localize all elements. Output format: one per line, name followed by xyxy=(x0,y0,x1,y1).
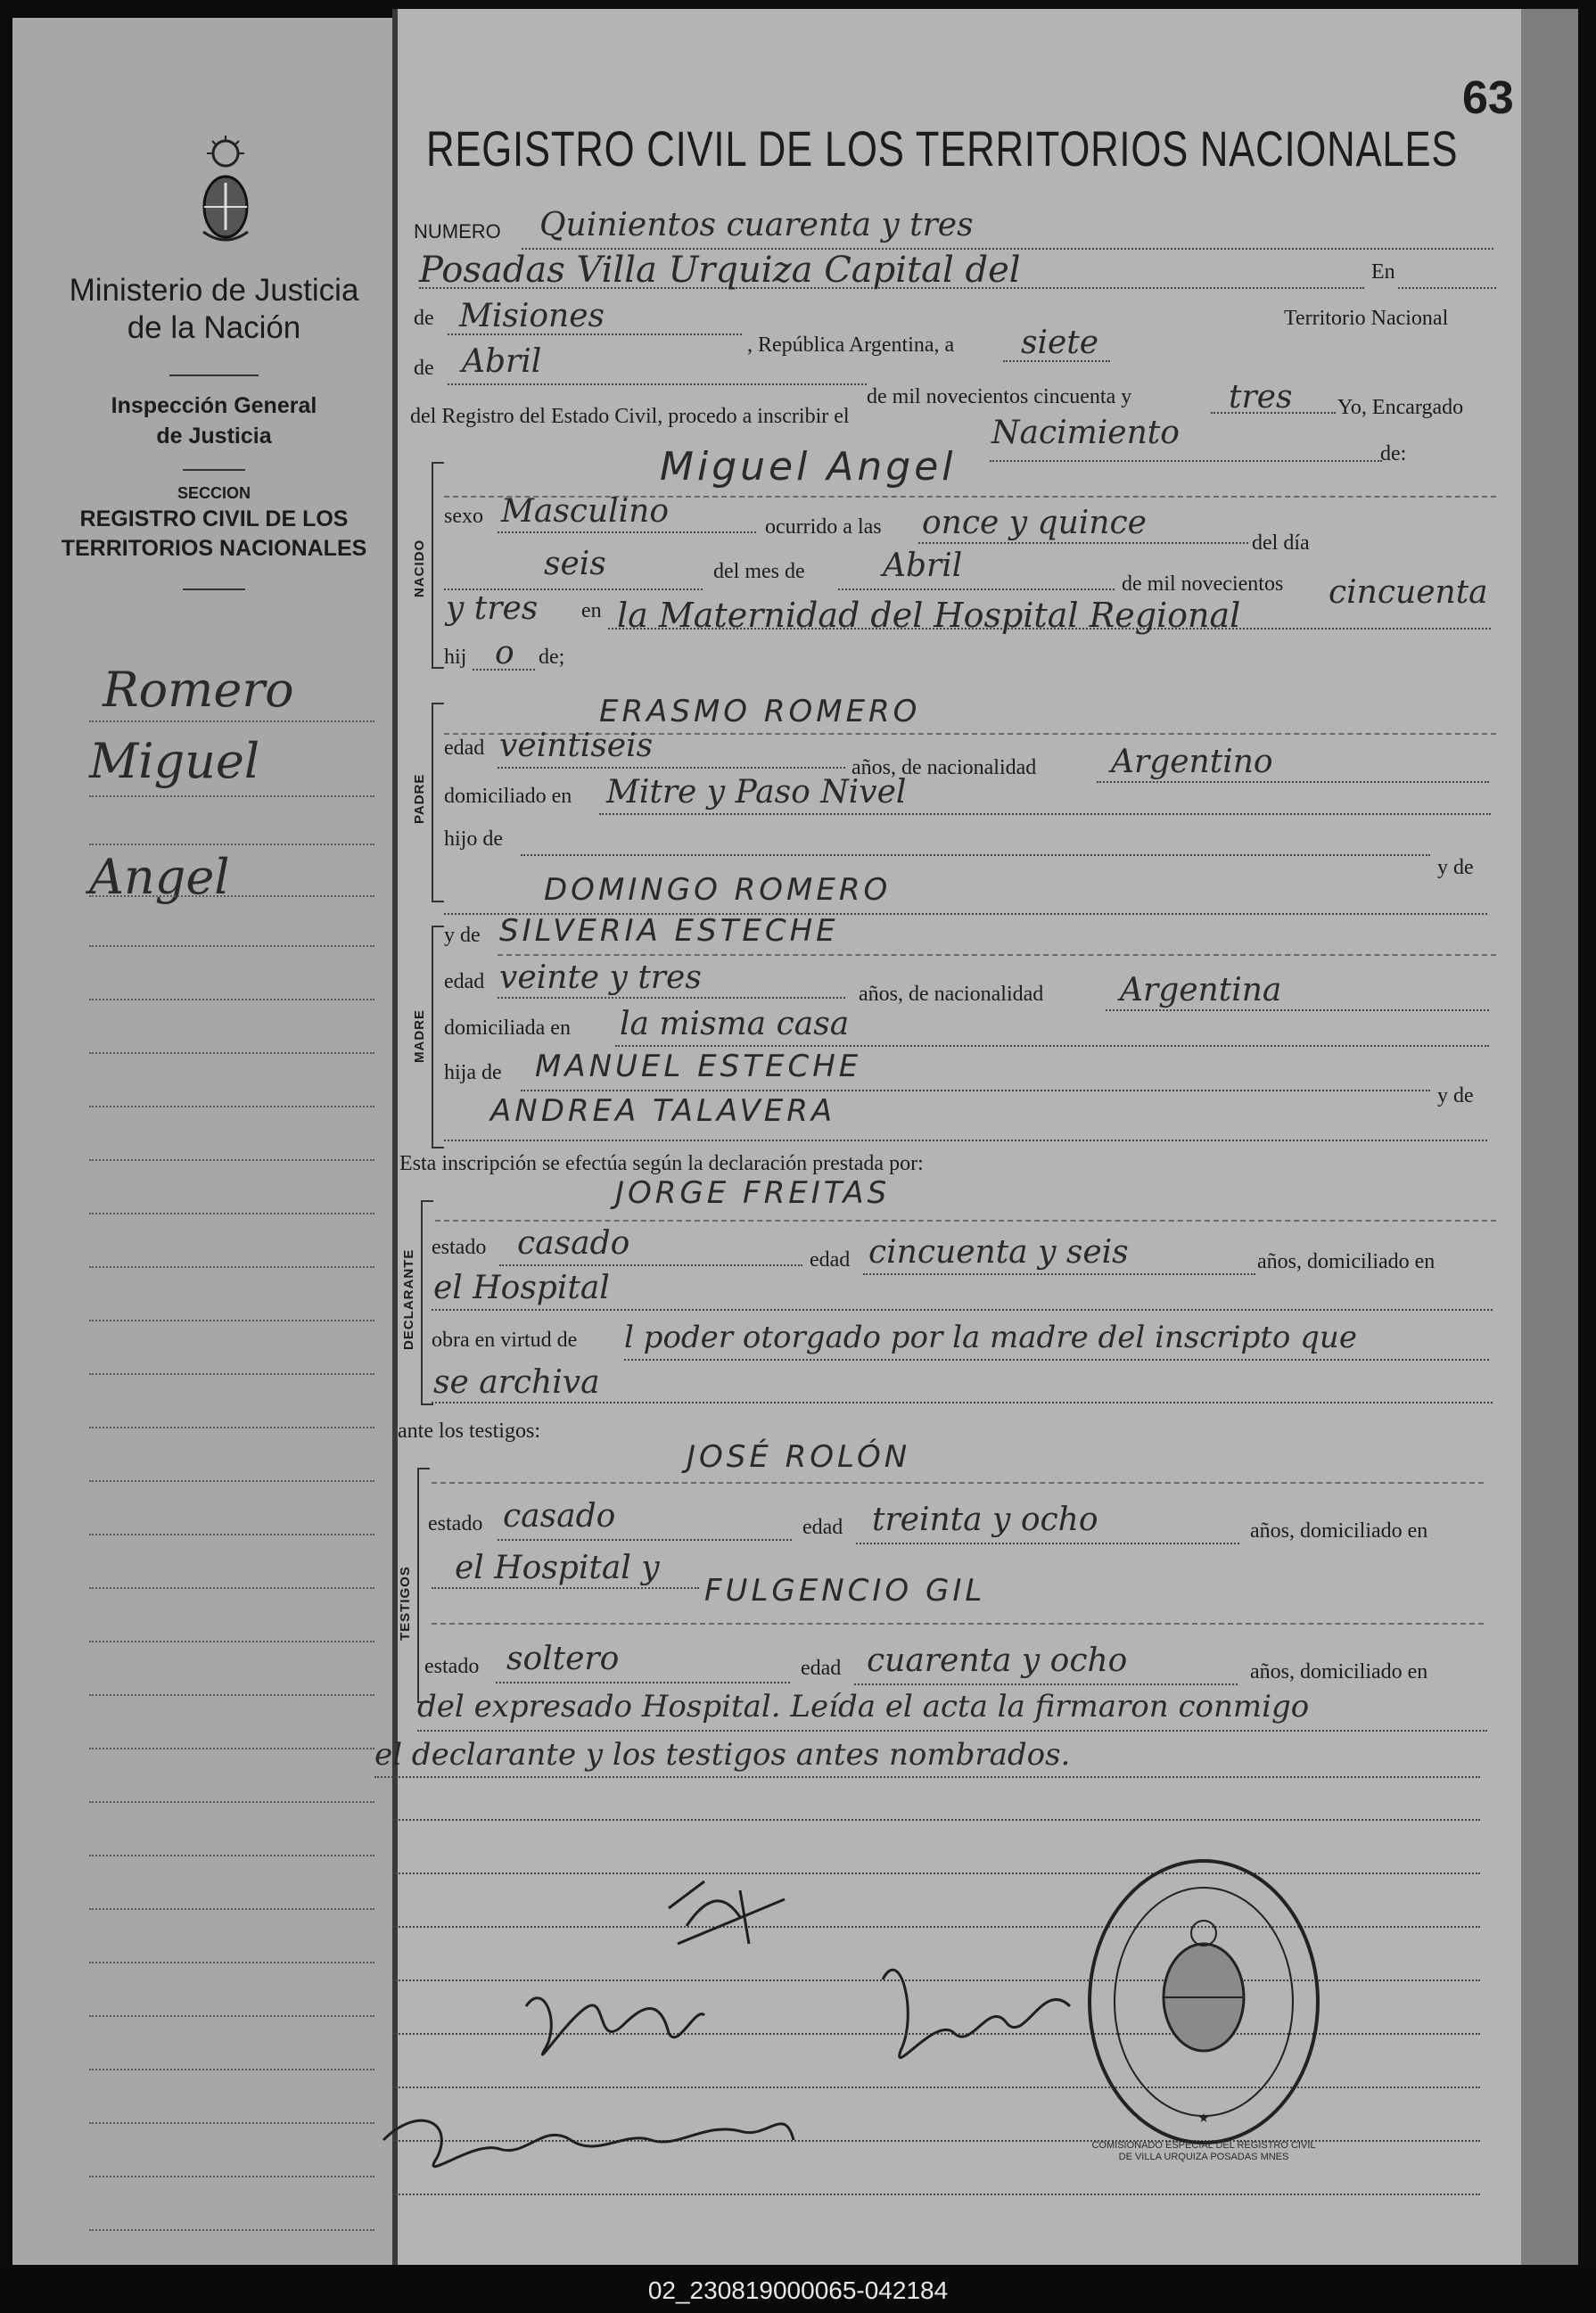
birth-place-value: la Maternidad del Hospital Regional xyxy=(617,596,1241,635)
field-line xyxy=(498,997,845,999)
field-line xyxy=(521,854,1430,856)
padre-y-de-label: y de xyxy=(1437,856,1474,879)
declarante-estado-label: estado xyxy=(432,1236,487,1259)
numero-label: NUMERO xyxy=(414,220,501,243)
nacido-year-value-2: y tres xyxy=(446,590,539,627)
year-value: tres xyxy=(1229,379,1293,416)
margin-rule xyxy=(89,1052,374,1054)
footer-id: 02_230819000065-042184 xyxy=(647,2276,949,2304)
witness1-estado-label: estado xyxy=(428,1512,483,1535)
hij-suffix-value: o xyxy=(495,635,514,671)
testigos-intro-label: ante los testigos: xyxy=(398,1420,540,1443)
margin-rule xyxy=(89,1962,374,1963)
field-line xyxy=(990,460,1382,462)
hij-label: hij xyxy=(444,646,467,669)
margin-surname: Romero xyxy=(103,662,294,718)
field-line xyxy=(498,954,1496,956)
padre-hijo-de-label: hijo de xyxy=(444,827,503,851)
nacido-bracket xyxy=(432,462,444,669)
field-line xyxy=(444,1140,1487,1141)
field-line xyxy=(435,1220,1496,1222)
witness2-edad-label: edad xyxy=(801,1657,842,1680)
margin-rule xyxy=(89,1801,374,1803)
province-value: Misiones xyxy=(459,298,605,334)
margin-given-name-2: Angel xyxy=(89,849,230,905)
witness2-estado-label: estado xyxy=(424,1655,480,1678)
witness1-estado-value: casado xyxy=(503,1498,616,1535)
en-label: En xyxy=(1371,260,1395,284)
del-mes-label: del mes de xyxy=(713,560,805,583)
madre-father-value: MANUEL ESTECHE xyxy=(535,1049,862,1084)
mil-novecientos-label: de mil novecientos xyxy=(1122,572,1284,596)
field-line xyxy=(918,542,1248,544)
field-line xyxy=(615,1045,1489,1047)
left-margin-page xyxy=(12,18,396,2265)
page-edge xyxy=(1521,9,1578,2265)
padre-father-value: DOMINGO ROMERO xyxy=(544,872,892,908)
sexo-label: sexo xyxy=(444,505,483,528)
nacido-day-value: seis xyxy=(544,546,606,582)
section-heading xyxy=(36,482,392,564)
nacido-month-value: Abril xyxy=(883,547,963,584)
field-line xyxy=(392,1819,1480,1821)
nacido-year-value: cincuenta xyxy=(1329,574,1488,611)
margin-rule xyxy=(89,844,374,845)
witness2-name-value: FULGENCIO GIL xyxy=(704,1573,986,1609)
field-line xyxy=(374,1776,1480,1778)
registry-line-1: REGISTRO CIVIL DE LOS xyxy=(79,506,349,531)
witness1-domicilio-value: el Hospital y xyxy=(455,1550,660,1586)
del-dia-label: del día xyxy=(1252,531,1310,555)
yo-encargado-label: Yo, Encargado xyxy=(1337,396,1464,419)
field-line xyxy=(863,1273,1255,1275)
field-line xyxy=(498,1539,792,1541)
ministry-heading xyxy=(36,272,392,347)
en-label-nacido: en xyxy=(581,599,602,622)
declarante-section-label: DECLARANTE xyxy=(401,1248,416,1350)
numero-value: Quinientos cuarenta y tres xyxy=(539,207,974,243)
padre-bracket xyxy=(432,703,444,902)
page-number: 63 xyxy=(1462,72,1514,124)
margin-rule xyxy=(89,1641,374,1642)
inspection-heading xyxy=(36,391,392,451)
margin-rule xyxy=(89,1748,374,1749)
witness1-edad-label: edad xyxy=(802,1516,843,1539)
signatures-graphic xyxy=(366,1873,1079,2211)
de-colon-label: de: xyxy=(1380,442,1407,465)
nacido-section-label: NACIDO xyxy=(412,539,427,597)
padre-edad-label: edad xyxy=(444,737,485,760)
madre-y-de-label: y de xyxy=(444,924,481,947)
field-line xyxy=(854,1683,1238,1685)
field-line xyxy=(448,383,867,385)
document-title: REGISTRO CIVIL DE LOS TERRITORIOS NACIONALES xyxy=(426,120,1459,177)
madre-domicilio-label: domiciliada en xyxy=(444,1017,571,1040)
margin-rule xyxy=(89,2229,374,2231)
year-prefix-label: de mil novecientos cincuenta y xyxy=(867,385,1132,408)
registry-line-2: TERRITORIOS NACIONALES xyxy=(61,536,367,561)
declarante-domicilio-label: años, domiciliado en xyxy=(1257,1250,1436,1273)
divider xyxy=(183,589,245,590)
section-label: SECCION xyxy=(177,484,251,502)
sexo-value: Masculino xyxy=(501,493,670,530)
divider xyxy=(169,375,259,376)
madre-domicilio-value: la misma casa xyxy=(620,1006,850,1042)
testigos-section-label: TESTIGOS xyxy=(398,1566,413,1641)
margin-rule xyxy=(89,720,374,722)
margin-rule xyxy=(89,1427,374,1428)
place-value: Posadas Villa Urquiza Capital del xyxy=(419,250,1021,291)
declarante-estado-value: casado xyxy=(517,1225,630,1262)
registro-label: del Registro del Estado Civil, procedo a inscribir el xyxy=(410,405,850,428)
stamp-text: COMISIONADO ESPECIAL DEL REGISTRO CIVIL DE VILLA URQUIZA POSADAS MNES xyxy=(1091,2140,1316,2162)
field-line xyxy=(432,1402,1493,1403)
margin-rule xyxy=(89,1534,374,1535)
padre-nacionalidad-label: años, de nacionalidad xyxy=(851,756,1037,779)
margin-rule xyxy=(89,1266,374,1268)
republica-label: , República Argentina, a xyxy=(747,333,955,357)
declarante-obra-value: l poder otorgado por la madre del inscripto que xyxy=(624,1320,1357,1355)
field-line xyxy=(856,1543,1239,1544)
margin-rule xyxy=(89,1320,374,1321)
field-line xyxy=(1097,781,1489,783)
field-line xyxy=(521,1090,1430,1091)
witness1-edad-value: treinta y ocho xyxy=(872,1502,1098,1538)
de-label: de xyxy=(414,307,434,330)
madre-edad-value: veinte y tres xyxy=(499,959,702,996)
madre-name-value: SILVERIA ESTECHE xyxy=(499,913,839,949)
footer-bar xyxy=(0,2268,1596,2313)
svg-text:★: ★ xyxy=(1197,2111,1210,2126)
margin-rule xyxy=(89,1480,374,1482)
inspection-line-2: de Justicia xyxy=(156,424,272,449)
witness1-domicilio-label: años, domiciliado en xyxy=(1250,1519,1428,1543)
padre-domicilio-label: domiciliado en xyxy=(444,785,572,808)
field-line xyxy=(432,1623,1484,1625)
margin-rule xyxy=(89,2176,374,2177)
de-label-2: de xyxy=(414,357,434,380)
margin-rule xyxy=(89,1373,374,1375)
field-line xyxy=(838,589,1115,590)
witness2-estado-value: soltero xyxy=(506,1641,620,1677)
field-line xyxy=(1106,1009,1489,1011)
margin-rule xyxy=(89,1587,374,1589)
padre-domicilio-value: Mitre y Paso Nivel xyxy=(606,774,907,811)
field-line xyxy=(624,1359,1489,1361)
margin-given-name-1: Miguel xyxy=(89,733,260,789)
field-line xyxy=(417,1730,1487,1732)
madre-y-de-2-label: y de xyxy=(1437,1084,1474,1107)
margin-rule xyxy=(89,895,374,897)
margin-rule xyxy=(89,1694,374,1696)
margin-rule xyxy=(89,1106,374,1107)
declarante-domicilio-value: el Hospital xyxy=(433,1270,610,1306)
margin-rule xyxy=(89,999,374,1000)
ocurrido-label: ocurrido a las xyxy=(765,515,882,539)
divider xyxy=(183,469,245,471)
month-value: Abril xyxy=(462,343,542,380)
witness2-edad-value: cuarenta y ocho xyxy=(867,1642,1128,1679)
madre-hija-de-label: hija de xyxy=(444,1061,502,1084)
declarante-intro-label: Esta inscripción se efectúa según la declaración prestada por: xyxy=(399,1152,924,1175)
padre-nacionalidad-value: Argentino xyxy=(1111,744,1273,780)
field-line xyxy=(432,1587,699,1589)
padre-section-label: PADRE xyxy=(412,773,427,824)
padre-name-value: ERASMO ROMERO xyxy=(599,694,921,729)
madre-edad-label: edad xyxy=(444,970,485,993)
field-line xyxy=(498,767,845,769)
de-semicolon-label: de; xyxy=(539,646,565,669)
field-line xyxy=(1398,287,1496,289)
margin-rule xyxy=(89,1159,374,1161)
margin-rule xyxy=(89,945,374,947)
official-stamp-icon xyxy=(1083,1855,1324,2149)
margin-rule xyxy=(89,795,374,797)
margin-rule xyxy=(89,2069,374,2070)
closing-line-1: del expresado Hospital. Leída el acta la firmaron conmigo xyxy=(417,1689,1310,1724)
padre-edad-value: veintiseis xyxy=(499,728,654,764)
declarante-edad-label: edad xyxy=(810,1248,851,1272)
declarante-edad-value: cincuenta y seis xyxy=(868,1234,1129,1271)
madre-section-label: MADRE xyxy=(412,1009,427,1063)
closing-line-2: el declarante y los testigos antes nombrados. xyxy=(374,1737,1071,1773)
act-type-value: Nacimiento xyxy=(991,415,1180,451)
field-line xyxy=(496,1682,790,1683)
witness2-domicilio-label: años, domiciliado en xyxy=(1250,1660,1428,1683)
field-line xyxy=(432,1482,1484,1484)
ministry-line-2: de la Nación xyxy=(127,310,301,345)
margin-rule xyxy=(89,1855,374,1856)
day-value: siete xyxy=(1021,325,1099,361)
margin-rule xyxy=(89,1908,374,1910)
field-line xyxy=(498,531,756,533)
territorio-label: Territorio Nacional xyxy=(1284,307,1449,330)
nacido-name-value: Miguel Angel xyxy=(660,444,957,490)
margin-rule xyxy=(89,1213,374,1214)
field-line xyxy=(432,1309,1493,1311)
madre-nacionalidad-label: años, de nacionalidad xyxy=(859,983,1044,1006)
coat-of-arms-icon xyxy=(194,134,257,250)
declarante-bracket xyxy=(421,1200,433,1405)
madre-mother-value: ANDREA TALAVERA xyxy=(490,1093,836,1129)
margin-rule xyxy=(89,2122,374,2124)
field-line xyxy=(599,813,1491,815)
field-line xyxy=(499,1264,802,1266)
madre-nacionalidad-value: Argentina xyxy=(1120,972,1282,1008)
ministry-line-1: Ministerio de Justicia xyxy=(69,273,359,308)
declarante-name-value: JORGE FREITAS xyxy=(615,1175,891,1211)
inspection-line-1: Inspección General xyxy=(111,393,317,418)
madre-bracket xyxy=(432,926,444,1148)
margin-rule xyxy=(89,2015,374,2017)
declarante-obra-value-2: se archiva xyxy=(433,1364,600,1401)
witness1-name-value: JOSÉ ROLÓN xyxy=(687,1439,911,1475)
declarante-obra-label: obra en virtud de xyxy=(432,1329,578,1352)
hour-value: once y quince xyxy=(922,505,1147,541)
